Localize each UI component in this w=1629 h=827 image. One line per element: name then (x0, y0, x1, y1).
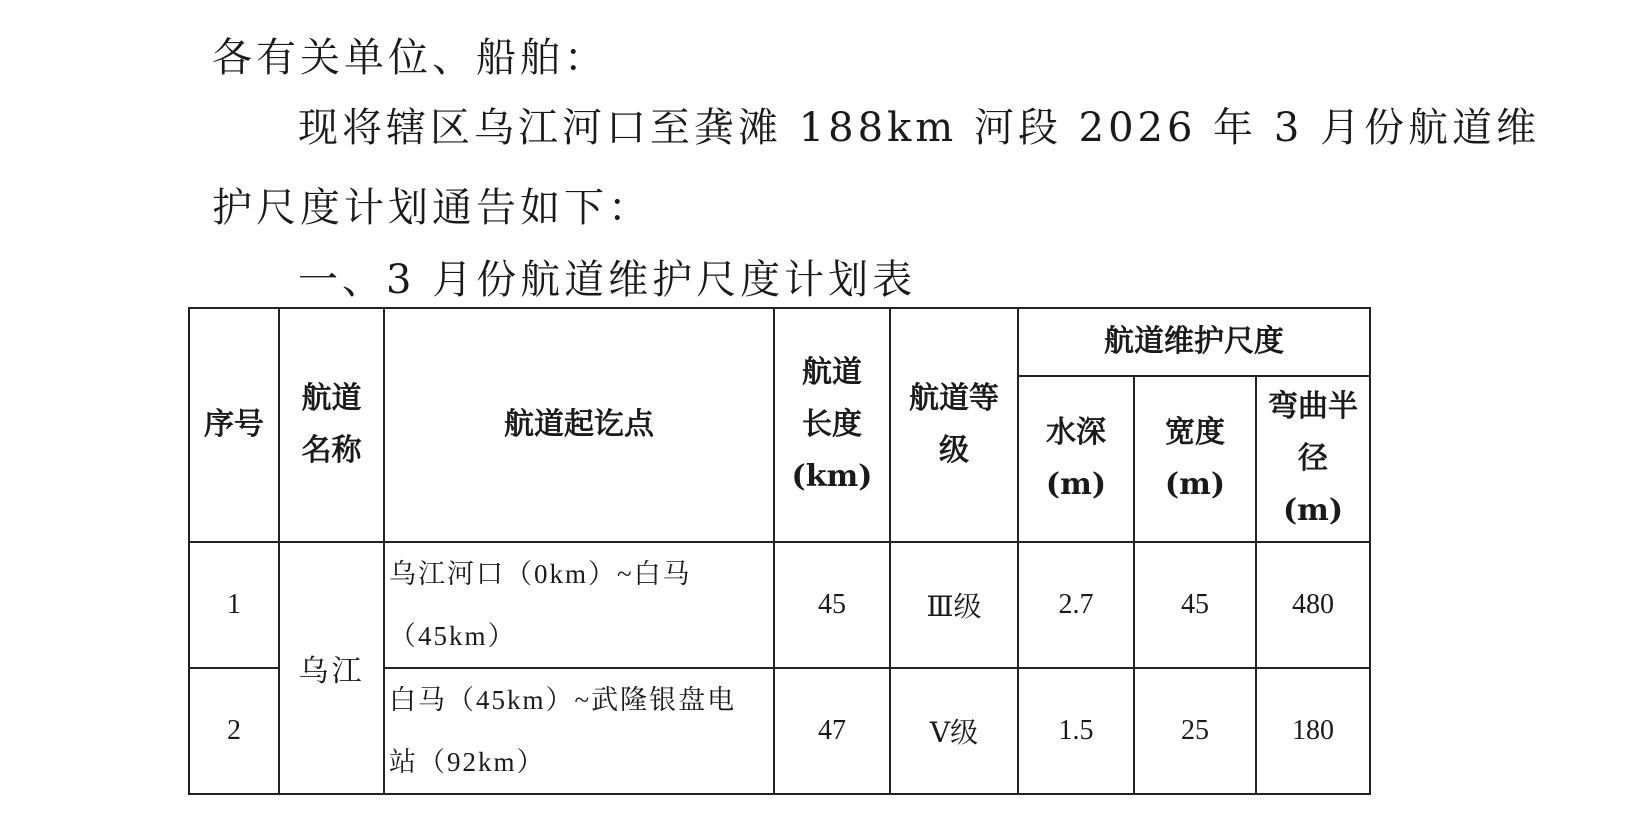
header-length-line2: 长度 (802, 407, 862, 442)
cell-waterway-name: 乌江 (279, 542, 384, 794)
header-maintenance-group: 航道维护尺度 (1018, 308, 1370, 376)
greeting-line: 各有关单位、船舶： (212, 35, 608, 81)
header-name-line1: 航道 (301, 381, 362, 416)
route-line1: 白马（45km）~武隆银盘电 (389, 685, 737, 715)
table-header-row (189, 308, 1370, 376)
cell-radius: 180 (1256, 668, 1370, 794)
header-width-label: 宽度 (1165, 415, 1225, 450)
route-line1: 乌江河口（0km）~白马 (389, 559, 692, 589)
header-waterway-name (279, 308, 384, 542)
header-depth-label: 水深 (1046, 415, 1106, 450)
header-grade-line1: 航道等 (909, 381, 999, 416)
route-line2: 站（92km） (389, 747, 546, 777)
header-index: 序号 (189, 308, 279, 542)
header-grade (890, 308, 1018, 542)
cell-depth: 1.5 (1018, 668, 1134, 794)
cell-length: 47 (774, 668, 890, 794)
header-length (774, 308, 890, 542)
header-radius-unit: (m) (1282, 493, 1344, 528)
cell-length: 45 (774, 542, 890, 668)
cell-width: 25 (1134, 668, 1256, 794)
header-grade-line2: 级 (939, 433, 969, 468)
cell-index: 1 (189, 542, 279, 668)
header-width (1134, 376, 1256, 542)
cell-index: 2 (189, 668, 279, 794)
header-route: 航道起讫点 (384, 308, 774, 542)
maintenance-plan-table (188, 307, 1371, 795)
section-heading: 一、3 月份航道维护尺度计划表 (298, 257, 917, 303)
header-radius-line2: 径 (1298, 441, 1329, 476)
cell-grade: Ⅴ级 (890, 668, 1018, 794)
cell-route (384, 542, 774, 668)
route-line2: （45km） (389, 621, 517, 651)
cell-radius: 480 (1256, 542, 1370, 668)
table-row (189, 542, 1370, 668)
intro-paragraph-line-2: 护尺度计划通告如下： (212, 185, 652, 231)
intro-paragraph-line-1: 现将辖区乌江河口至龚滩 188km 河段 2026 年 3 月份航道维 (298, 105, 1541, 151)
header-radius-line1: 弯曲半 (1268, 389, 1359, 424)
cell-width: 45 (1134, 542, 1256, 668)
header-name-line2: 名称 (301, 433, 362, 468)
header-radius (1256, 376, 1370, 542)
cell-route (384, 668, 774, 794)
cell-depth: 2.7 (1018, 542, 1134, 668)
header-width-unit: (m) (1164, 467, 1226, 502)
header-depth (1018, 376, 1134, 542)
header-length-line1: 航道 (802, 355, 862, 390)
cell-grade: Ⅲ级 (890, 542, 1018, 668)
header-length-unit: (km) (791, 459, 873, 494)
header-depth-unit: (m) (1045, 467, 1107, 502)
